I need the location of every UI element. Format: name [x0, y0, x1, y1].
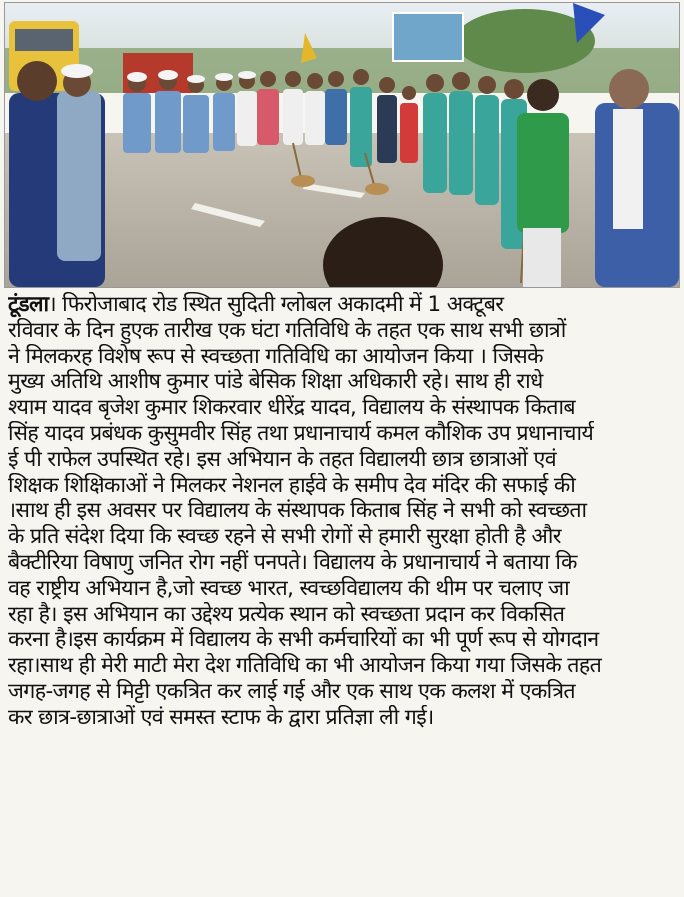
article-line: रहा है। इस अभियान का उद्देश्य प्रत्येक स्थान को स्वच्छता प्रदान कर विकसित — [8, 601, 565, 627]
article-line: मुख्य अतिथि आशीष कुमार पांडे बेसिक शिक्षा अधिकारी रहे। साथ ही राधे — [8, 369, 543, 395]
article-line: रविवार के दिन हुएक तारीख एक घंटा गतिविधि के तहत एक साथ सभी छात्रों — [8, 317, 566, 343]
article-line: ई पी राफेल उपस्थित रहे। इस अभियान के तहत विद्यालयी छात्र छात्राओं एवं — [8, 446, 557, 472]
dateline: टूंडला — [8, 292, 49, 317]
article-line: शिक्षक शिक्षिकाओं ने मिलकर नेशनल हाईवे के समीप देव मंदिर की सफाई की — [8, 472, 576, 498]
article-line: सिंह यादव प्रबंधक कुसुमवीर सिंह तथा प्रधानाचार्य कमल कौशिक उप प्रधानाचार्य — [8, 420, 594, 446]
article-line: करना है।इस कार्यक्रम में विद्यालय के सभी कर्मचारियों का भी पूर्ण रूप से योगदान — [8, 627, 599, 653]
article-line-text: । फिरोजाबाद रोड स्थित सुदिती ग्लोबल अकादमी में 1 अक्टूबर — [48, 292, 504, 317]
tree — [455, 9, 595, 73]
article-line: ।साथ ही इस अवसर पर विद्यालय के संस्थापक किताब सिंह ने सभी को स्वच्छता — [8, 498, 587, 524]
photo-illustration — [5, 3, 679, 287]
article-line: वह राष्ट्रीय अभियान है,जो स्वच्छ भारत, स्वच्छविद्यालय की थीम पर चलाए जा — [8, 575, 570, 601]
article-line: के प्रति संदेश दिया कि स्वच्छ रहने से सभी रोगों से हमारी सुरक्षा होती है और — [8, 524, 561, 550]
bus-window — [15, 29, 73, 51]
article-line: बैक्टीरिया विषाणु जनित रोग नहीं पनपते। विद्यालय के प्रधानाचार्य ने बताया कि — [8, 549, 577, 575]
news-photo — [4, 2, 680, 288]
article-line: कर छात्र-छात्राओं एवं समस्त स्टाफ के द्वारा प्रतिज्ञा ली गई। — [8, 704, 434, 730]
article-line: श्याम यादव बृजेश कुमार शिकरवार धीरेंद्र यादव, विद्यालय के संस्थापक किताब — [8, 395, 576, 421]
article-line: जगह-जगह से मिट्टी एकत्रित कर लाई गई और एक साथ एक कलश में एकत्रित — [8, 678, 575, 704]
article-line — [8, 292, 676, 318]
banner — [393, 13, 463, 61]
article-line: ने मिलकरह विशेष रूप से स्वच्छता गतिविधि का आयोजन किया । जिसके — [8, 343, 543, 369]
article-body — [8, 292, 676, 731]
article-line: रहा।साथ ही मेरी माटी मेरा देश गतिविधि का भी आयोजन किया गया जिसके तहत — [8, 653, 602, 679]
